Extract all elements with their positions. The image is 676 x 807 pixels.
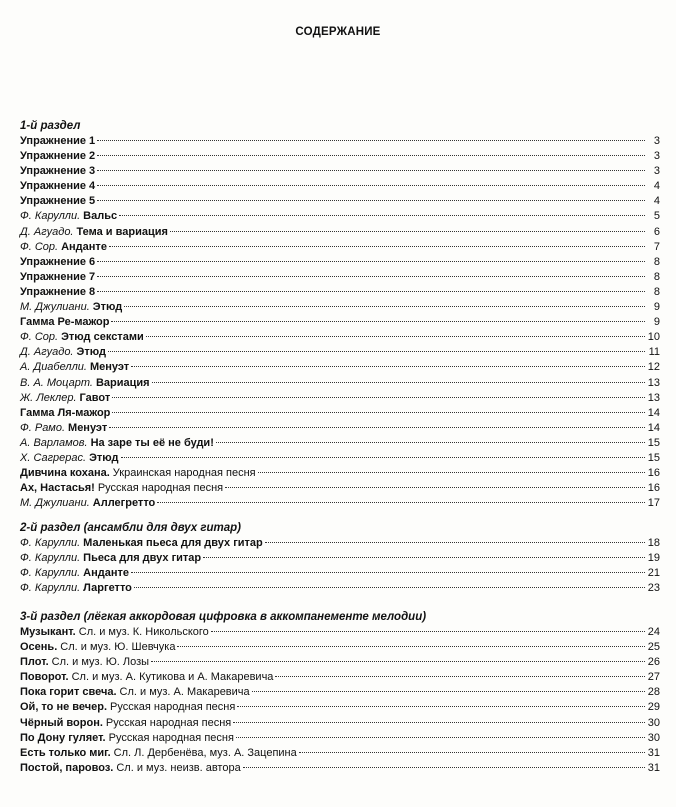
toc-entry[interactable] [20,451,660,466]
entry-title: Вальс [83,210,118,223]
dot-leader [236,737,645,738]
toc-entry[interactable] [20,640,660,655]
toc-entry[interactable] [20,149,660,164]
entry-page-number: 21 [647,567,660,580]
entry-author: Ж. Леклер. [20,391,77,404]
entry-details: Сл. Л. Дербенёва, муз. А. Зацепина [113,746,297,759]
entry-page-number: 13 [647,391,660,404]
dot-leader [243,767,645,768]
entry-title: Ой, то не вечер. [20,701,108,714]
toc-entry[interactable] [20,625,660,640]
entry-details: Русская народная песня [108,731,234,744]
entry-page-number: 6 [653,225,660,238]
dot-leader [151,661,645,662]
entry-author: М. Джулиани. [20,497,90,510]
dot-leader [237,706,645,707]
toc-entry[interactable] [20,731,660,746]
entry-page-number: 15 [647,436,660,449]
toc-entry[interactable] [20,179,660,194]
dot-leader [177,646,645,647]
dot-leader [203,557,645,558]
dot-leader [157,502,645,503]
entry-page-number: 8 [653,270,660,283]
entry-title: Анданте [83,567,130,580]
entry-title: Поворот. [20,671,69,684]
entry-page-number: 25 [647,641,660,654]
entry-title: Ларгетто [83,582,132,595]
entry-title: Дивчина кохана. [20,467,110,480]
entry-page-number: 29 [647,701,660,714]
dot-leader [97,140,645,141]
entry-title: Гамма Ре-мажор [20,316,110,329]
entry-author: Д. Агуадо. [20,225,74,238]
entry-page-number: 27 [647,671,660,684]
entry-page-number: 24 [647,626,660,638]
entry-details: Сл. и муз. неизв. автора [116,761,241,774]
entry-page-number: 3 [653,150,660,163]
entry-author: Ф. Рамо. [20,421,66,434]
entry-title: Пьеса для двух гитар [83,552,202,565]
toc-entry[interactable] [20,300,660,315]
entry-page-number: 5 [653,210,660,223]
dot-leader [124,306,645,307]
toc-entry[interactable] [20,285,660,300]
entry-author: Ф. Сор. [20,331,59,344]
entry-page-number: 15 [647,451,660,464]
dot-leader [119,215,645,216]
entry-page-number: 14 [647,406,660,419]
entry-title: Упражнение 1 [20,135,96,147]
entry-page-number: 14 [647,421,660,434]
entry-title: Менуэт [68,421,108,434]
entry-page-number: 19 [647,552,660,565]
toc-entry[interactable] [20,716,660,731]
entry-page-number: 4 [653,195,660,208]
entry-title: Этюд [92,301,123,314]
entry-details: Русская народная песня [110,701,236,714]
entry-title: Плот. [20,656,49,669]
entry-title: Гавот [79,391,111,404]
toc-entry[interactable] [20,566,660,581]
toc-entry[interactable] [20,345,660,360]
dot-leader [109,427,645,428]
entry-page-number: 26 [647,656,660,669]
entry-author: Ф. Карулли. [20,567,81,580]
entry-page-number: 16 [647,467,660,480]
entry-title: Упражнение 2 [20,150,96,163]
entry-page-number: 7 [653,240,660,253]
dot-leader [146,336,645,337]
entry-title: Чёрный ворон. [20,716,103,729]
entry-page-number: 28 [647,686,660,699]
toc-entry[interactable] [20,496,660,511]
entry-title: Упражнение 7 [20,270,96,283]
toc-entry[interactable] [20,655,660,670]
entry-page-number: 8 [653,255,660,268]
entry-title: Упражнение 3 [20,165,96,178]
toc-entry[interactable] [20,164,660,179]
entry-page-number: 30 [647,716,660,729]
entry-title: Тема и вариация [76,225,168,238]
entry-title: Музыкант. [20,626,76,638]
entry-title: Этюд секстами [61,331,144,344]
entry-title: Есть только миг. [20,746,111,759]
dot-leader [252,691,645,692]
dot-leader [152,382,645,383]
toc-entry[interactable] [20,761,660,776]
toc-entry[interactable] [20,225,660,240]
toc-entry[interactable] [20,406,660,421]
entry-page-number: 12 [647,361,660,374]
entry-title: Постой, паровоз. [20,761,114,774]
dot-leader [112,412,645,413]
dot-leader [109,246,645,247]
dot-leader [233,722,645,723]
section-3 [20,610,660,776]
entry-title: Упражнение 4 [20,180,96,193]
dot-leader [97,155,645,156]
entry-title: Упражнение 6 [20,255,96,268]
dot-leader [225,487,645,488]
toc-entry[interactable] [20,700,660,715]
toc-entry[interactable] [20,421,660,436]
entry-page-number: 8 [653,285,660,298]
entry-title: Маленькая пьеса для двух гитар [83,537,263,549]
toc-entry[interactable] [20,194,660,209]
entry-page-number: 30 [647,731,660,744]
entry-title: Вариация [95,376,150,389]
entry-page-number: 3 [653,165,660,178]
entry-author: Ф. Сор. [20,240,59,253]
entry-title: Этюд [89,451,119,464]
section-1 [20,119,660,511]
dot-leader [97,185,645,186]
entry-title: На заре ты её не буди! [90,436,214,449]
entry-title: Упражнение 8 [20,285,96,298]
entry-page-number: 31 [647,761,660,774]
toc-entry[interactable] [20,436,660,451]
dot-leader [265,542,645,543]
entry-page-number: 9 [653,316,660,329]
entry-author: В. А. Моцарт. [20,376,93,389]
toc-entry[interactable] [20,209,660,224]
toc-entry[interactable] [20,376,660,391]
toc-entry[interactable] [20,746,660,761]
entry-title: Анданте [61,240,107,253]
entry-page-number: 31 [647,746,660,759]
entry-page-number: 3 [653,135,660,147]
dot-leader [131,572,645,573]
section-title: 2-й раздел (ансамбли для двух гитар) [20,522,241,534]
toc-entry[interactable] [20,270,660,285]
entry-author: Ф. Карулли. [20,582,81,595]
toc-entry[interactable] [20,240,660,255]
toc-entry[interactable] [20,685,660,700]
entry-details: Сл. и муз. А. Макаревича [119,686,250,699]
entry-details: Русская народная песня [105,716,232,729]
dot-leader [97,170,645,171]
entry-details: Сл. и муз. Ю. Лозы [51,656,150,669]
toc-entry[interactable] [20,255,660,270]
toc-entry[interactable] [20,360,660,375]
entry-page-number: 16 [647,482,660,495]
entry-details: Украинская народная песня [112,467,256,480]
dot-leader [111,321,645,322]
dot-leader [211,631,645,632]
entry-details: Сл. и муз. А. Кутикова и А. Макаревича [71,671,274,684]
entry-page-number: 10 [647,331,660,344]
toc-entry[interactable] [20,670,660,685]
entry-title: Осень. [20,641,58,654]
entry-author: А. Варламов. [20,436,88,449]
entry-title: Менуэт [89,361,130,374]
entry-title: Этюд [76,346,106,359]
dot-leader [97,200,645,201]
toc-entry[interactable] [20,581,660,596]
dot-leader [131,366,645,367]
dot-leader [121,457,645,458]
toc-entry[interactable] [20,134,660,149]
dot-leader [97,291,645,292]
entry-title: Ах, Настасья! [20,482,95,495]
dot-leader [134,587,645,588]
entry-title: Аллегретто [92,497,156,510]
entry-author: М. Джулиани. [20,301,90,314]
entry-title: Гамма Ля-мажор [20,406,111,419]
dot-leader [275,676,645,677]
entry-title: Пока горит свеча. [20,686,117,699]
toc-entry[interactable] [20,391,660,406]
entry-page-number: 23 [647,582,660,595]
entry-page-number: 9 [653,301,660,314]
entry-page-number: 11 [648,346,660,359]
toc-entry[interactable] [20,536,660,551]
dot-leader [258,472,645,473]
entry-details: Сл. и муз. Ю. Шевчука [60,641,176,654]
dot-leader [108,351,645,352]
section-2 [20,521,660,596]
dot-leader [97,261,645,262]
entry-page-number: 18 [647,537,660,549]
section-title: 3-й раздел (лёгкая аккордовая цифровка в аккомпанементе мелодии) [20,611,427,623]
dot-leader [170,231,645,232]
dot-leader [112,397,645,398]
entry-details: Русская народная песня [97,482,224,495]
toc-entry[interactable] [20,551,660,566]
entry-author: Ф. Карулли. [20,210,81,223]
toc-entry[interactable] [20,481,660,496]
toc-entry[interactable] [20,466,660,481]
entry-author: Х. Сагрерас. [20,451,87,464]
entry-page-number: 17 [647,497,660,510]
dot-leader [97,276,645,277]
entry-title: Упражнение 5 [20,195,96,208]
dot-leader [216,442,645,443]
toc-entry[interactable] [20,315,660,330]
entry-author: Ф. Карулли. [20,537,81,549]
entry-author: Ф. Карулли. [20,552,81,565]
entry-page-number: 4 [653,180,660,193]
entry-details: Сл. и муз. К. Никольского [78,626,209,638]
toc-entry[interactable] [20,330,660,345]
dot-leader [299,752,645,753]
section-title: 1-й раздел [20,120,81,132]
entry-author: Д. Агуадо. [20,346,74,359]
entry-title: По Дону гуляет. [20,731,106,744]
entry-author: А. Диабелли. [20,361,87,374]
page-title: СОДЕРЖАНИЕ [295,26,381,38]
entry-page-number: 13 [647,376,660,389]
